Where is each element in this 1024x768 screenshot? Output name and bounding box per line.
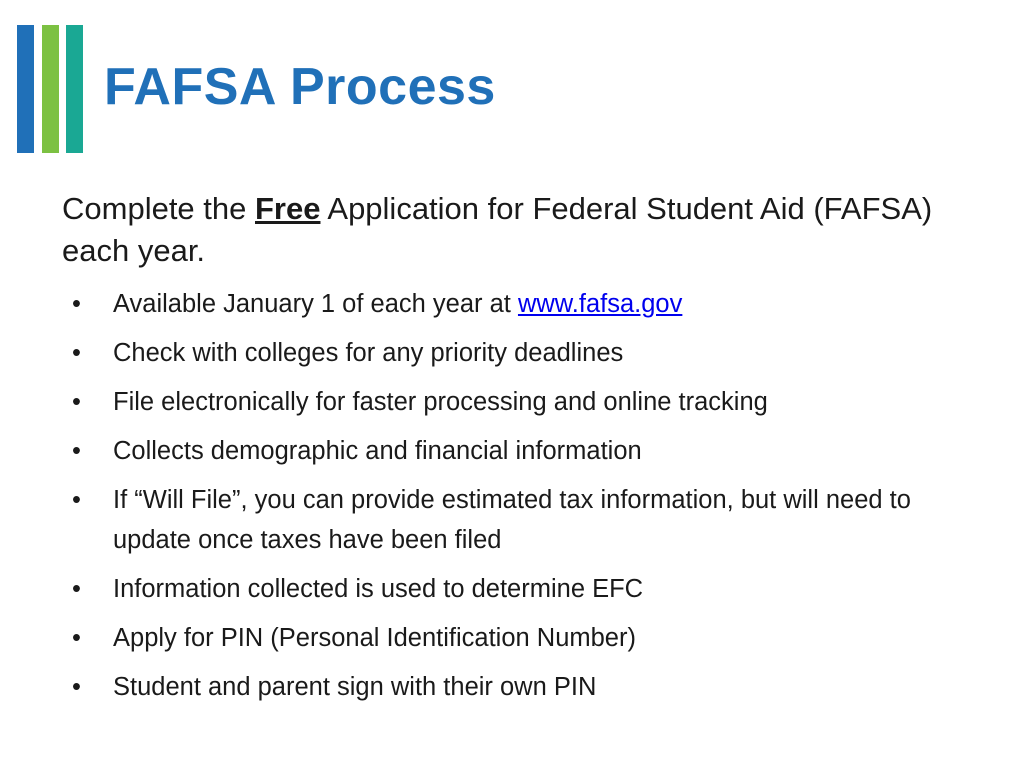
bullet-list xyxy=(62,284,962,707)
bullet-dot: • xyxy=(72,624,81,652)
bullet-dot: • xyxy=(72,290,81,318)
bullet-dot: • xyxy=(72,575,81,603)
slide-content xyxy=(62,188,962,716)
slide-title: FAFSA Process xyxy=(104,58,496,116)
intro-text-after: Application for Federal Student Aid (FAFSA) each year. xyxy=(62,191,933,268)
bullet-dot: • xyxy=(72,388,81,416)
bullet-text: Student and parent sign with their own PIN xyxy=(113,673,597,701)
bullet-dot: • xyxy=(72,339,81,367)
bullet-dot: • xyxy=(72,673,81,701)
bullet-item-deadlines xyxy=(62,333,953,373)
bullet-text: Collects demographic and financial information xyxy=(113,437,642,465)
bullet-item-file-electronically xyxy=(62,382,953,422)
bullet-text: Check with colleges for any priority deadlines xyxy=(113,339,624,367)
intro-paragraph xyxy=(62,188,962,272)
bullet-item-sign-pin xyxy=(62,667,953,707)
bullet-text: Available January 1 of each year at xyxy=(113,290,518,318)
bullet-text: Information collected is used to determine EFC xyxy=(113,575,644,603)
intro-emphasis-free: Free xyxy=(255,191,321,226)
accent-bar-teal xyxy=(66,25,83,153)
bullet-text: File electronically for faster processing and online tracking xyxy=(113,388,768,416)
accent-bars xyxy=(17,25,87,153)
bullet-dot: • xyxy=(72,437,81,465)
bullet-dot: • xyxy=(72,486,81,514)
bullet-item-apply-pin xyxy=(62,618,953,658)
bullet-text: If “Will File”, you can provide estimated tax information, but will need to update once taxes have been filed xyxy=(113,486,911,554)
accent-bar-green xyxy=(42,25,59,153)
bullet-text: Apply for PIN (Personal Identification Number) xyxy=(113,624,636,652)
bullet-item-collects-info xyxy=(62,431,953,471)
bullet-item-will-file xyxy=(62,480,953,560)
accent-bar-blue xyxy=(17,25,34,153)
bullet-item-efc xyxy=(62,569,953,609)
fafsa-link[interactable]: www.fafsa.gov xyxy=(517,290,683,318)
intro-text-before: Complete the xyxy=(62,191,255,226)
bullet-item-availability xyxy=(62,284,953,324)
